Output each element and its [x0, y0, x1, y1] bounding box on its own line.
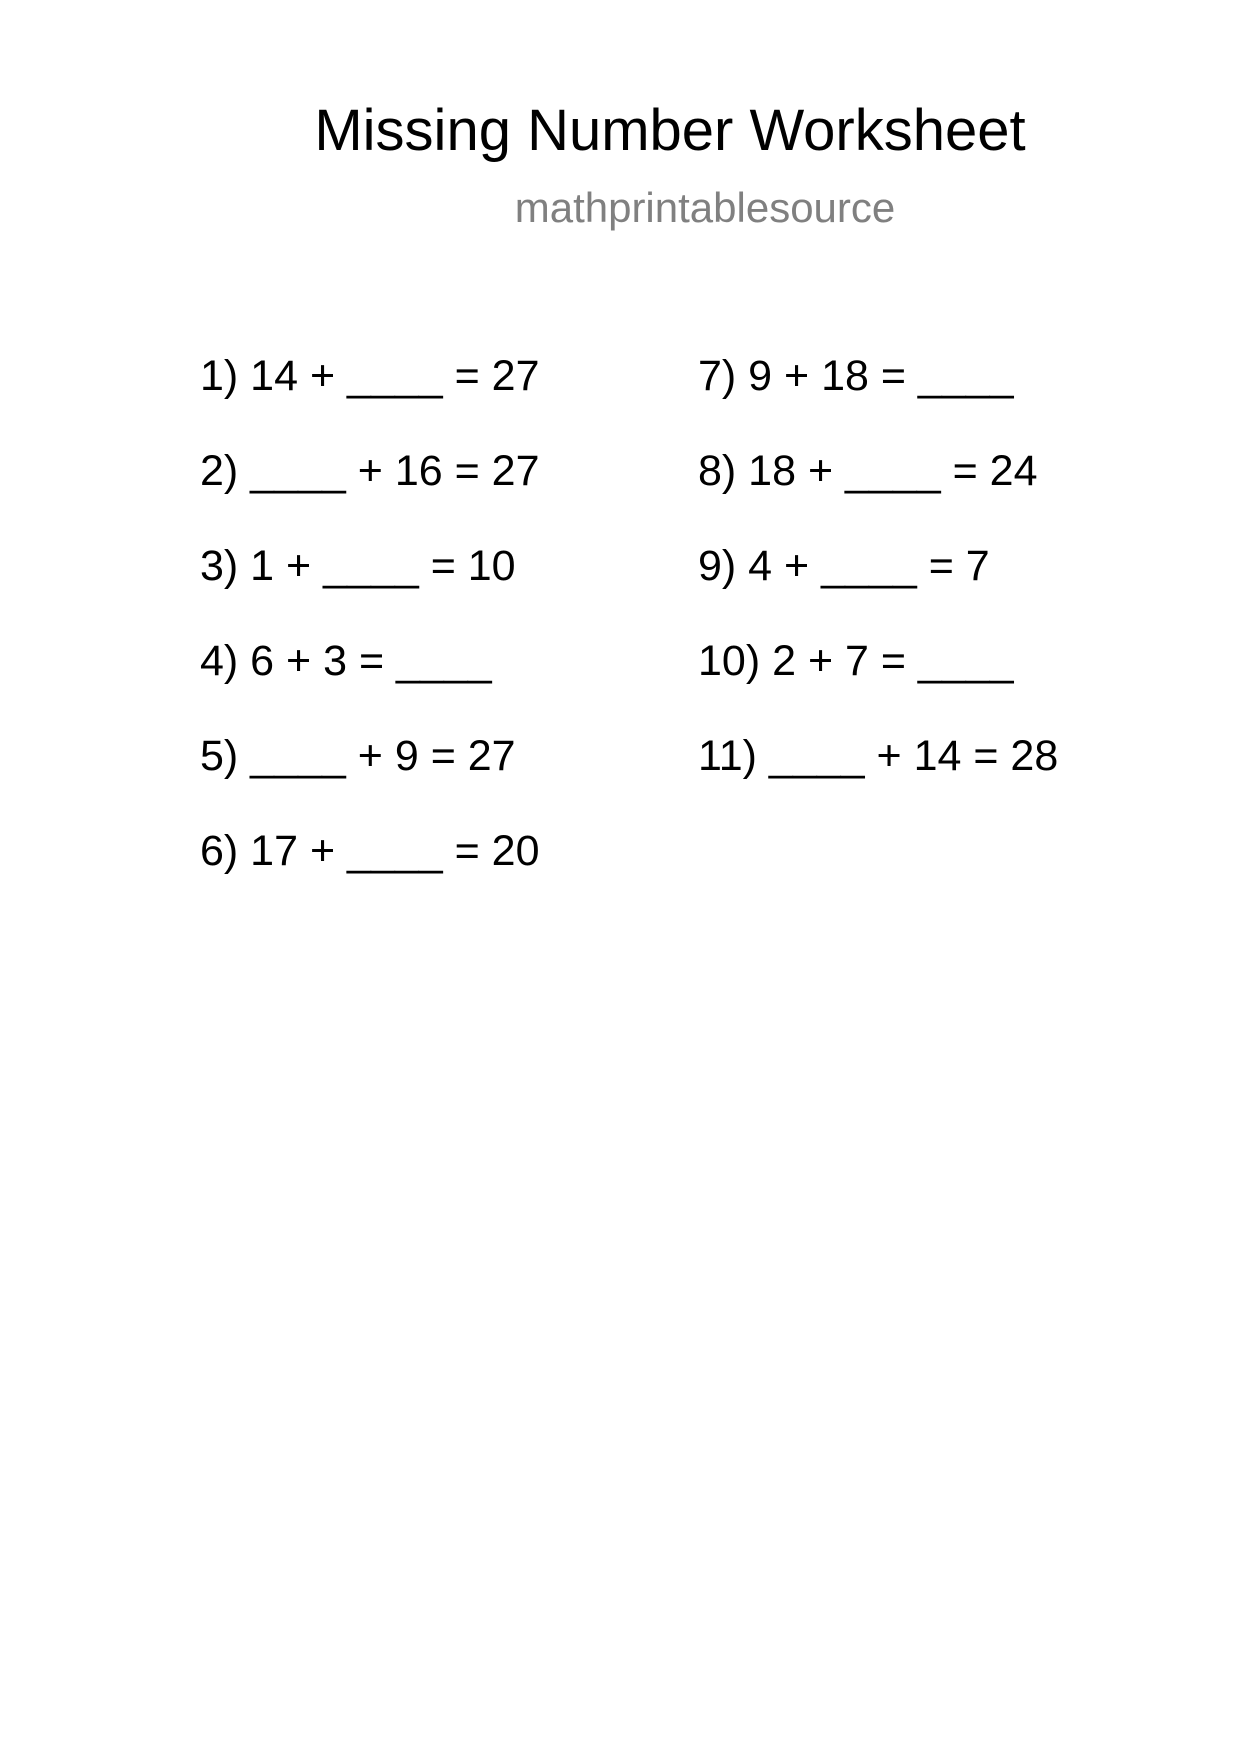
problem-10: 10) 2 + 7 = ____ — [698, 637, 1014, 685]
worksheet-source: mathprintablesource — [514, 184, 896, 231]
problem-7: 7) 9 + 18 = ____ — [698, 352, 1014, 400]
problem-1: 1) 14 + ____ = 27 — [200, 352, 540, 400]
problem-8: 8) 18 + ____ = 24 — [698, 447, 1038, 495]
problem-9: 9) 4 + ____ = 7 — [698, 542, 990, 590]
problem-2: 2) ____ + 16 = 27 — [200, 447, 540, 495]
worksheet-title: Missing Number Worksheet — [314, 98, 1026, 163]
problem-3: 3) 1 + ____ = 10 — [200, 542, 516, 590]
problem-11: 11) ____ + 14 = 28 — [698, 732, 1059, 780]
problem-6: 6) 17 + ____ = 20 — [200, 827, 540, 875]
problems-column-left — [200, 348, 540, 918]
problems-column-right — [698, 348, 1058, 823]
problem-4: 4) 6 + 3 = ____ — [200, 637, 492, 685]
problem-5: 5) ____ + 9 = 27 — [200, 732, 516, 780]
